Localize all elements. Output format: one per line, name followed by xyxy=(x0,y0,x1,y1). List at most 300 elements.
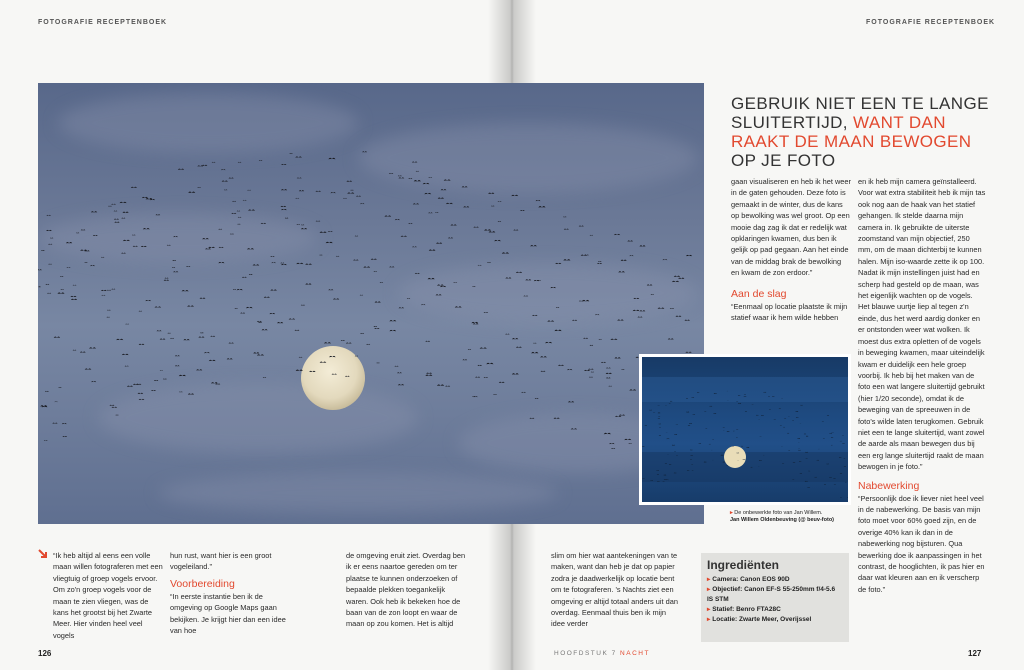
bird xyxy=(122,354,129,355)
bird xyxy=(436,294,442,295)
bird xyxy=(498,221,502,222)
bird xyxy=(676,316,682,317)
column-6-text-a: en ik heb mijn camera geïnstalleerd. Voor wat extra stabiliteit heb ik mijn tas ook nog aan de haak van het statief gehangen. Ik stelde daarna mijn camera in. Ik gebruikte de uiterste zoomstand van mijn objectief, 250 mm, om de maan dichterbij te kunnen halen. Mijn iso-waarde zette ik op 100. Nadat ik mijn instellingen juist had en scherp had gesteld op de maan, was het eigenlijk wachten op de vogels. Het blauwe uurtje liep al tegen z'n einde, dus het werd aardig donker en er ontstonden weer wat wolken. Ik moest dus extra opletten of de vogels in beweging kwamen, maar uiteindelijk kwam er duidelijk een hele groep voorbij. Ik heb bij het maken van de foto een wat langere sluitertijd gebruikt (hier 1/20 seconde), omdat ik de beweging van de spreeuwen in de foto's wilde laten terugkomen. Gebruik niet een te lange sluitertijd, want zowel de aarde als maan bewegen dus bij een erg lange sluitertijd raakt de maan bewogen in je foto.” xyxy=(858,177,986,472)
bird xyxy=(554,418,560,419)
bird xyxy=(850,436,851,437)
bird xyxy=(399,307,404,308)
bird xyxy=(41,250,45,251)
bird xyxy=(160,338,166,339)
bird xyxy=(499,382,505,383)
bird xyxy=(674,434,677,435)
bird xyxy=(395,219,400,220)
bird xyxy=(73,285,77,286)
bird xyxy=(172,267,175,268)
bird xyxy=(173,271,178,272)
bird xyxy=(238,162,242,163)
bird xyxy=(444,179,451,180)
headline-part3: OP JE FOTO xyxy=(731,151,836,170)
bird xyxy=(237,289,243,290)
bird xyxy=(471,322,478,323)
bird xyxy=(289,318,295,319)
bird xyxy=(651,294,654,295)
bird xyxy=(408,223,412,224)
ingredient-camera: ▸ Camera: Canon EOS 90D xyxy=(707,576,790,583)
bird-flock-moon xyxy=(38,83,704,524)
bird xyxy=(200,332,203,333)
bird xyxy=(795,411,798,412)
bird xyxy=(125,324,129,325)
article-headline xyxy=(731,94,1001,170)
column-5-text-b: “Eenmaal op locatie plaatste ik mijn statief waar ik hem wilde hebben xyxy=(731,301,848,323)
bird xyxy=(807,487,810,488)
caption-line1: De onbewerkte foto van Jan Willem. xyxy=(734,510,823,516)
bird xyxy=(618,271,625,272)
bird xyxy=(468,349,471,350)
bird xyxy=(831,438,834,439)
bird xyxy=(107,317,110,318)
bird xyxy=(414,180,421,181)
bird xyxy=(389,173,393,174)
bird xyxy=(257,354,264,355)
bird xyxy=(399,177,405,178)
bird xyxy=(196,369,202,370)
bird xyxy=(112,407,118,408)
bird xyxy=(281,189,287,190)
bird xyxy=(305,283,311,284)
bird xyxy=(270,256,274,257)
bird xyxy=(101,257,104,258)
bird xyxy=(478,265,482,266)
bird xyxy=(221,169,226,170)
subhead-nabewerking: Nabewerking xyxy=(858,479,920,492)
bird xyxy=(60,276,64,277)
bird xyxy=(505,334,509,335)
bird xyxy=(229,342,234,343)
bird xyxy=(115,415,118,416)
bird xyxy=(353,259,358,260)
bird xyxy=(713,413,716,414)
bird xyxy=(453,282,457,283)
bird xyxy=(48,244,52,245)
bird xyxy=(556,307,559,308)
chapter-accent: NACHT xyxy=(620,650,650,657)
bird xyxy=(662,259,667,260)
bird xyxy=(66,242,72,243)
bird xyxy=(627,240,633,241)
bird xyxy=(384,215,391,216)
bird xyxy=(533,343,536,344)
bird xyxy=(550,287,556,288)
bird xyxy=(478,365,482,366)
bird xyxy=(563,216,566,217)
bird xyxy=(281,164,286,165)
bird xyxy=(229,177,234,178)
bird xyxy=(473,227,478,228)
bird xyxy=(614,357,620,358)
bird xyxy=(197,187,200,188)
inset-photo xyxy=(639,354,851,505)
bird xyxy=(258,322,262,323)
bird xyxy=(350,190,353,191)
bird xyxy=(480,347,487,348)
main-photo xyxy=(38,83,704,524)
bird xyxy=(237,224,240,225)
bird xyxy=(91,211,97,212)
bird xyxy=(179,391,183,392)
bird xyxy=(416,171,419,172)
bird xyxy=(259,160,263,161)
bird xyxy=(40,405,47,406)
inset-caption xyxy=(730,510,850,524)
bird xyxy=(81,229,86,230)
bird xyxy=(295,330,300,331)
bird xyxy=(590,345,593,346)
bird xyxy=(601,362,606,363)
bird xyxy=(761,415,764,416)
bird xyxy=(224,190,227,191)
bird xyxy=(164,280,169,281)
bird xyxy=(568,401,574,402)
bird xyxy=(131,187,137,188)
bird xyxy=(84,262,87,263)
bird xyxy=(689,423,692,424)
bird xyxy=(320,232,327,233)
bird xyxy=(242,277,247,278)
bird xyxy=(606,377,611,378)
bird xyxy=(666,438,669,439)
bird xyxy=(633,298,639,299)
column-2-text-a: hun rust, want hier is een groot vogeleiland.” xyxy=(170,551,272,572)
bird xyxy=(374,271,377,272)
bird xyxy=(285,218,288,219)
bird xyxy=(315,191,320,192)
bird xyxy=(670,308,674,309)
bird xyxy=(640,310,646,311)
bird xyxy=(179,375,186,376)
bird xyxy=(107,310,111,311)
bird xyxy=(415,273,420,274)
bird xyxy=(281,264,287,265)
ingredients-title: Ingrediënten xyxy=(707,558,780,572)
bird xyxy=(277,322,283,323)
bird xyxy=(380,282,383,283)
bird xyxy=(257,321,262,322)
bird xyxy=(590,235,593,236)
bird xyxy=(583,338,588,339)
bird xyxy=(642,446,645,447)
bird xyxy=(375,301,381,302)
bird xyxy=(138,393,144,394)
bird xyxy=(167,333,170,334)
bird xyxy=(488,193,494,194)
bird xyxy=(564,229,569,230)
bird xyxy=(295,198,299,199)
bird xyxy=(491,206,494,207)
bird xyxy=(473,323,479,324)
bird xyxy=(237,211,240,212)
bird xyxy=(271,262,275,263)
bird xyxy=(532,315,537,316)
bird xyxy=(462,359,467,360)
column-6-text-b: “Persoonlijk doe ik liever niet heel veel in de nabewerking. De basis van mijn foto moet voor 60% goed zijn, en de overige 40% kan ik dan in de nabewerking nog bijsturen. Qua bewerking doe ik aanpassingen in het contrast, de hooglichten, ik pas hier en daar wat kleuren aan en ik verscherp de foto.” xyxy=(858,493,985,594)
bird xyxy=(215,383,220,384)
column-5 xyxy=(731,176,851,323)
bird xyxy=(448,237,453,238)
bird xyxy=(80,351,86,352)
bird xyxy=(529,418,534,419)
bird xyxy=(389,330,396,331)
bird xyxy=(328,158,335,159)
bird xyxy=(489,231,496,232)
bird xyxy=(617,319,624,320)
inset-moon-scene xyxy=(642,357,851,505)
bird xyxy=(738,403,741,404)
bird xyxy=(608,386,612,387)
bird xyxy=(175,365,180,366)
bird xyxy=(301,224,304,225)
column-2-text-b: “In eerste instantie ben ik de omgeving op Google Maps gaan bekijken. Je krijgt hier dan een idee van hoe xyxy=(170,591,286,636)
bird xyxy=(173,236,178,237)
ingredients-box xyxy=(701,553,849,642)
bird xyxy=(374,328,379,329)
bird xyxy=(139,399,145,400)
bird xyxy=(263,377,266,378)
subhead-voorbereiding: Voorbereiding xyxy=(170,577,235,590)
bird xyxy=(91,381,96,382)
bird xyxy=(498,201,502,202)
bird xyxy=(346,181,352,182)
bird xyxy=(46,230,52,231)
bird xyxy=(219,247,224,248)
bird xyxy=(472,286,475,287)
bird xyxy=(202,238,209,239)
bird xyxy=(230,234,234,235)
bird xyxy=(362,151,367,152)
bird xyxy=(160,370,163,371)
bird xyxy=(281,209,287,210)
bird xyxy=(71,299,77,300)
bird xyxy=(376,362,379,363)
bird xyxy=(175,355,180,356)
bird xyxy=(111,289,115,290)
bird xyxy=(109,405,114,406)
bird xyxy=(253,264,260,265)
bird xyxy=(52,423,57,424)
bird xyxy=(139,311,142,312)
bird xyxy=(121,218,125,219)
bird xyxy=(93,235,98,236)
ingredient-arrow-icon: ▸ xyxy=(707,586,711,593)
bird xyxy=(61,289,64,290)
bird xyxy=(116,339,123,340)
bird xyxy=(614,234,620,235)
bird xyxy=(455,306,462,307)
bird xyxy=(211,382,218,383)
bird xyxy=(423,183,430,184)
bird xyxy=(202,165,207,166)
ingredient-locatie: ▸ Locatie: Zwarte Meer, Overijssel xyxy=(707,616,812,623)
bird xyxy=(301,228,307,229)
bird xyxy=(727,431,730,432)
column-1: “Ik heb altijd al eens een volle maan willen fotograferen met een vliegtuig of groep vogels ervoor. Om zo'n groep vogels voor de maan te zien vliegen, was de kans het grootst bij het Zwarte Meer. Hier vinden heel veel vogels xyxy=(53,551,163,640)
bird xyxy=(150,199,155,200)
ingredient-arrow-icon: ▸ xyxy=(707,616,711,623)
bird xyxy=(624,439,631,440)
bird xyxy=(178,169,184,170)
bird xyxy=(540,356,547,357)
bird xyxy=(90,265,95,266)
bird xyxy=(246,307,253,308)
bird xyxy=(798,450,801,451)
bird xyxy=(212,162,216,163)
bird xyxy=(484,312,489,313)
bird xyxy=(629,389,636,390)
bird xyxy=(829,433,832,434)
bird xyxy=(139,344,145,345)
bird xyxy=(589,377,593,378)
bird xyxy=(155,306,162,307)
bird xyxy=(123,240,130,241)
chapter-footer xyxy=(554,650,650,657)
ingredient-arrow-icon: ▸ xyxy=(707,606,711,613)
bird xyxy=(208,247,215,248)
bird xyxy=(619,414,625,415)
bird xyxy=(205,248,211,249)
bird xyxy=(54,337,60,338)
bird xyxy=(398,175,402,176)
bird xyxy=(209,360,216,361)
column-2 xyxy=(170,550,295,636)
bird xyxy=(355,236,358,237)
bird xyxy=(512,373,519,374)
bird xyxy=(472,396,475,397)
bird xyxy=(296,263,303,264)
bird xyxy=(425,341,430,342)
bird xyxy=(38,286,41,287)
bird xyxy=(609,443,614,444)
bird xyxy=(615,416,621,417)
bird xyxy=(316,221,321,222)
bird xyxy=(426,373,432,374)
bird xyxy=(554,330,561,331)
bird xyxy=(437,284,444,285)
bird xyxy=(360,203,364,204)
column-3: de omgeving eruit ziet. Overdag ben ik er eens naartoe gereden om ter plaatse te kunnen onderzoeken of bepaalde plekken toegankelijk waren. Ook heb ik bekeken hoe de baan van de zon loopt en waar de maan op zou komen. Het is altijd xyxy=(346,551,466,629)
bird xyxy=(188,192,195,193)
bird xyxy=(685,352,691,353)
bird xyxy=(709,406,712,407)
bird xyxy=(692,414,695,415)
bird xyxy=(690,450,693,451)
bird xyxy=(73,350,77,351)
bird xyxy=(50,238,53,239)
bird xyxy=(436,243,442,244)
bird xyxy=(343,198,347,199)
bird xyxy=(516,347,522,348)
bird xyxy=(133,246,138,247)
bird xyxy=(598,261,602,262)
column-4: slim om hier wat aantekeningen van te maken, want dan heb je dat op papier zodra je daadwerkelijk op locatie bent om te fotograferen. 's Nachts ziet een omgeving er altijd totaal anders uit dan overdag. Eenmaal thuis ben ik mijn idee verder xyxy=(551,551,678,629)
bird xyxy=(672,445,675,446)
bird xyxy=(591,372,594,373)
bird xyxy=(360,333,364,334)
bird xyxy=(141,246,147,247)
bird xyxy=(579,226,584,227)
bird xyxy=(588,369,594,370)
bird xyxy=(330,192,335,193)
bird xyxy=(398,384,404,385)
bird xyxy=(114,219,119,220)
bird xyxy=(108,206,112,207)
bird xyxy=(198,336,204,337)
subhead-aan-de-slag: Aan de slag xyxy=(731,287,787,300)
bird xyxy=(296,370,303,371)
bird xyxy=(428,278,435,279)
bird xyxy=(114,222,119,223)
bird xyxy=(136,384,141,385)
bird xyxy=(658,308,665,309)
bird xyxy=(516,272,522,273)
bird xyxy=(301,305,305,306)
bird xyxy=(797,438,800,439)
bird xyxy=(463,206,469,207)
bird xyxy=(333,298,339,299)
bird xyxy=(143,228,150,229)
bird xyxy=(187,305,194,306)
bird xyxy=(58,387,61,388)
bird xyxy=(240,312,245,313)
start-arrow-icon xyxy=(38,549,48,559)
bird xyxy=(154,380,158,381)
bird xyxy=(512,338,518,339)
bird xyxy=(114,211,118,212)
bird xyxy=(401,236,407,237)
bird xyxy=(101,290,107,291)
bird xyxy=(437,384,444,385)
bird xyxy=(536,200,541,201)
bird xyxy=(222,181,228,182)
bird xyxy=(558,365,564,366)
bird xyxy=(85,368,92,369)
bird xyxy=(567,369,572,370)
bird xyxy=(233,289,236,290)
bird xyxy=(530,245,537,246)
bird xyxy=(462,186,468,187)
bird xyxy=(227,358,233,359)
bird xyxy=(47,293,51,294)
bird xyxy=(604,433,611,434)
caption-arrow-icon: ▸ xyxy=(730,510,735,516)
bird xyxy=(243,200,247,201)
bird xyxy=(698,443,701,444)
headline-accent: WANT DAN RAAKT DE MAAN BEWOGEN xyxy=(731,113,972,151)
bird xyxy=(66,267,70,268)
bird xyxy=(633,310,640,311)
bird xyxy=(374,326,377,327)
bird xyxy=(371,259,377,260)
bird xyxy=(621,260,627,261)
bird xyxy=(531,352,538,353)
bird xyxy=(611,448,615,449)
bird xyxy=(413,203,419,204)
bird xyxy=(523,295,528,296)
bird xyxy=(328,231,333,232)
bird xyxy=(484,377,488,378)
bird xyxy=(538,206,545,207)
bird xyxy=(346,342,352,343)
bird xyxy=(297,224,301,225)
bird xyxy=(165,278,169,279)
